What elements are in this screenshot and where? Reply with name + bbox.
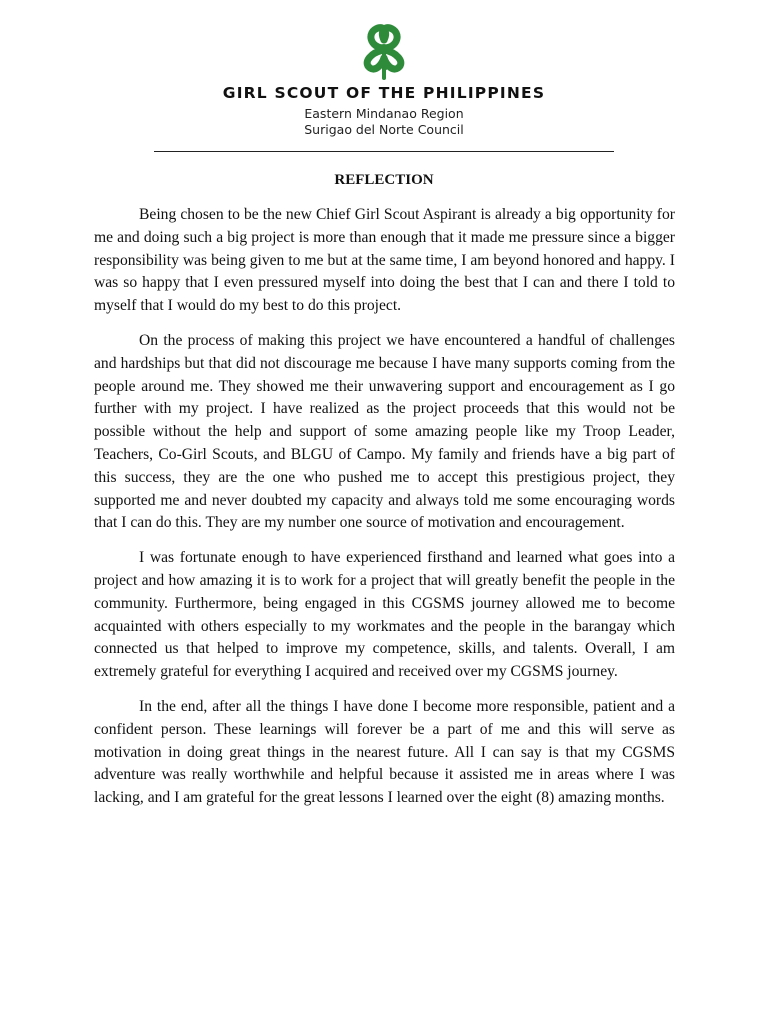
paragraph-4: In the end, after all the things I have done I become more responsible, patient and a confident person. These learnings will forever be a part of me and this will serve as motivation in doing great things in the nearest future. All I can say is that my CGSMS adventure was really worthwhile and helpful because it assisted me in areas where I was lacking, and I am grateful for the great lessons I learned over the eight (8) amazing months. bbox=[94, 697, 675, 807]
paragraph-1: Being chosen to be the new Chief Girl Scout Aspirant is already a big opportunity for me and doing such a big project is more than enough that it made me pressure since a bigger responsibility was being given to me but at the same time, I am beyond honored and happy. I was so happy that I even pressured myself into doing the best that I can and there I told to myself that I would do my best to do this project. bbox=[94, 206, 675, 315]
trefoil-logo-icon bbox=[352, 18, 416, 82]
paragraph-2: On the process of making this project we have encountered a handful of challenges and hardships but that did not discourage me because I have many supports coming from the people around me. They showed me their unwavering support and encouragement as I go further with my project. I have realized as the project proceeds that this would not be possible without the help and support of some amazing people like my Troop Leader, Teachers, Co-Girl Scouts, and BLGU of Campo. My family and friends have a big part of this success, they are the one who pushed me to accept this prestigious project, they supported me and never doubted my capacity and always told me some encouraging words that I can do this. They are my number one source of motivation and encouragement. bbox=[94, 331, 675, 532]
organization-name: GIRL SCOUT OF THE PHILIPPINES bbox=[222, 84, 546, 102]
document-body bbox=[94, 204, 675, 822]
region-name: Eastern Mindanao Region bbox=[304, 106, 464, 121]
header-divider bbox=[154, 151, 614, 152]
council-name: Surigao del Norte Council bbox=[304, 122, 464, 137]
document-title: REFLECTION bbox=[334, 172, 434, 188]
paragraph-3: I was fortunate enough to have experienced firsthand and learned what goes into a project and how amazing it is to work for a project that will greatly benefit the people in the community. Furthermore, being engaged in this CGSMS journey allowed me to become acquainted with others especially to my workmates and the people in the barangay which connected us that helped to improve my competence, skills, and talents. Overall, I am extremely grateful for everything I acquired and received over my CGSMS journey. bbox=[94, 549, 675, 681]
